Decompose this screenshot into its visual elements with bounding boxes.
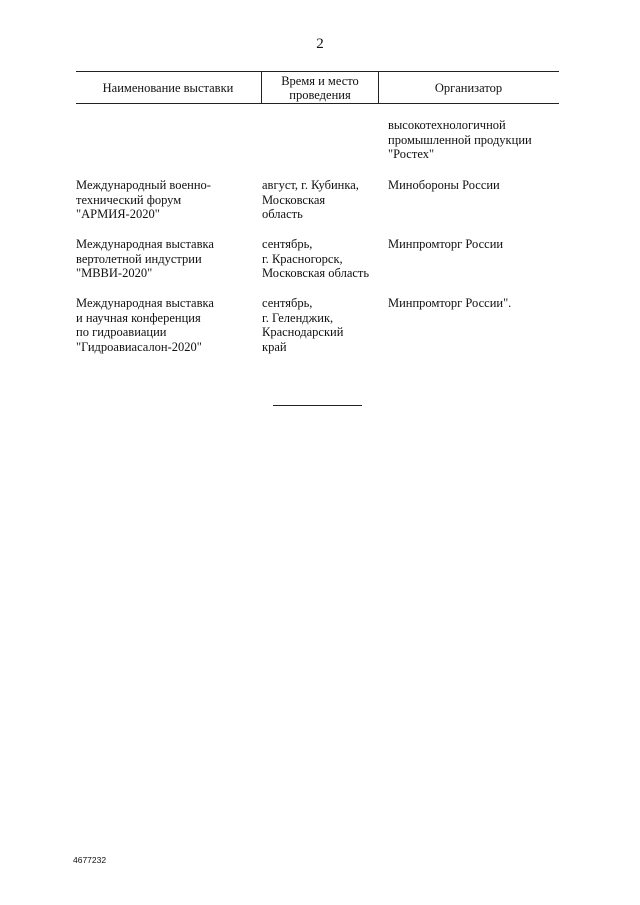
row-1-time-place-cell: август, г. Кубинка, Московская область <box>262 178 359 222</box>
page-number: 2 <box>316 36 324 52</box>
table-header-row <box>76 71 559 104</box>
header-organizer-text: Организатор <box>434 80 503 95</box>
header-time-place-text: Время и место проведения <box>281 73 359 102</box>
end-of-table-rule <box>273 405 362 406</box>
row-2-organizer-cell: Минпромторг России <box>388 237 504 251</box>
header-exhibition-name-text: Наименование выставки <box>102 80 234 95</box>
row-3-name-cell: Международная выставка и научная конференция по гидроавиации "Гидроавиасалон-2020" <box>76 296 214 355</box>
row-1-name-cell: Международный военно- технический форум "АРМИЯ-2020" <box>76 178 211 222</box>
row-2-time-place-cell: сентябрь, г. Красногорск, Московская область <box>262 237 370 281</box>
row-2-name-cell: Международная выставка вертолетной индустрии "МВВИ-2020" <box>76 237 214 281</box>
header-time-place <box>261 72 379 103</box>
header-organizer <box>378 72 559 103</box>
header-exhibition-name <box>76 72 260 103</box>
continuation-organizer-cell: высокотехнологичной промышленной продукции "Ростех" <box>388 118 532 162</box>
row-3-organizer-cell: Минпромторг России". <box>388 296 512 310</box>
row-3-time-place-cell: сентябрь, г. Геленджик, Краснодарский край <box>262 296 344 355</box>
exhibitions-table <box>76 71 559 104</box>
row-1-organizer-cell: Минобороны России <box>388 178 500 192</box>
document-code: 4677232 <box>73 855 107 865</box>
